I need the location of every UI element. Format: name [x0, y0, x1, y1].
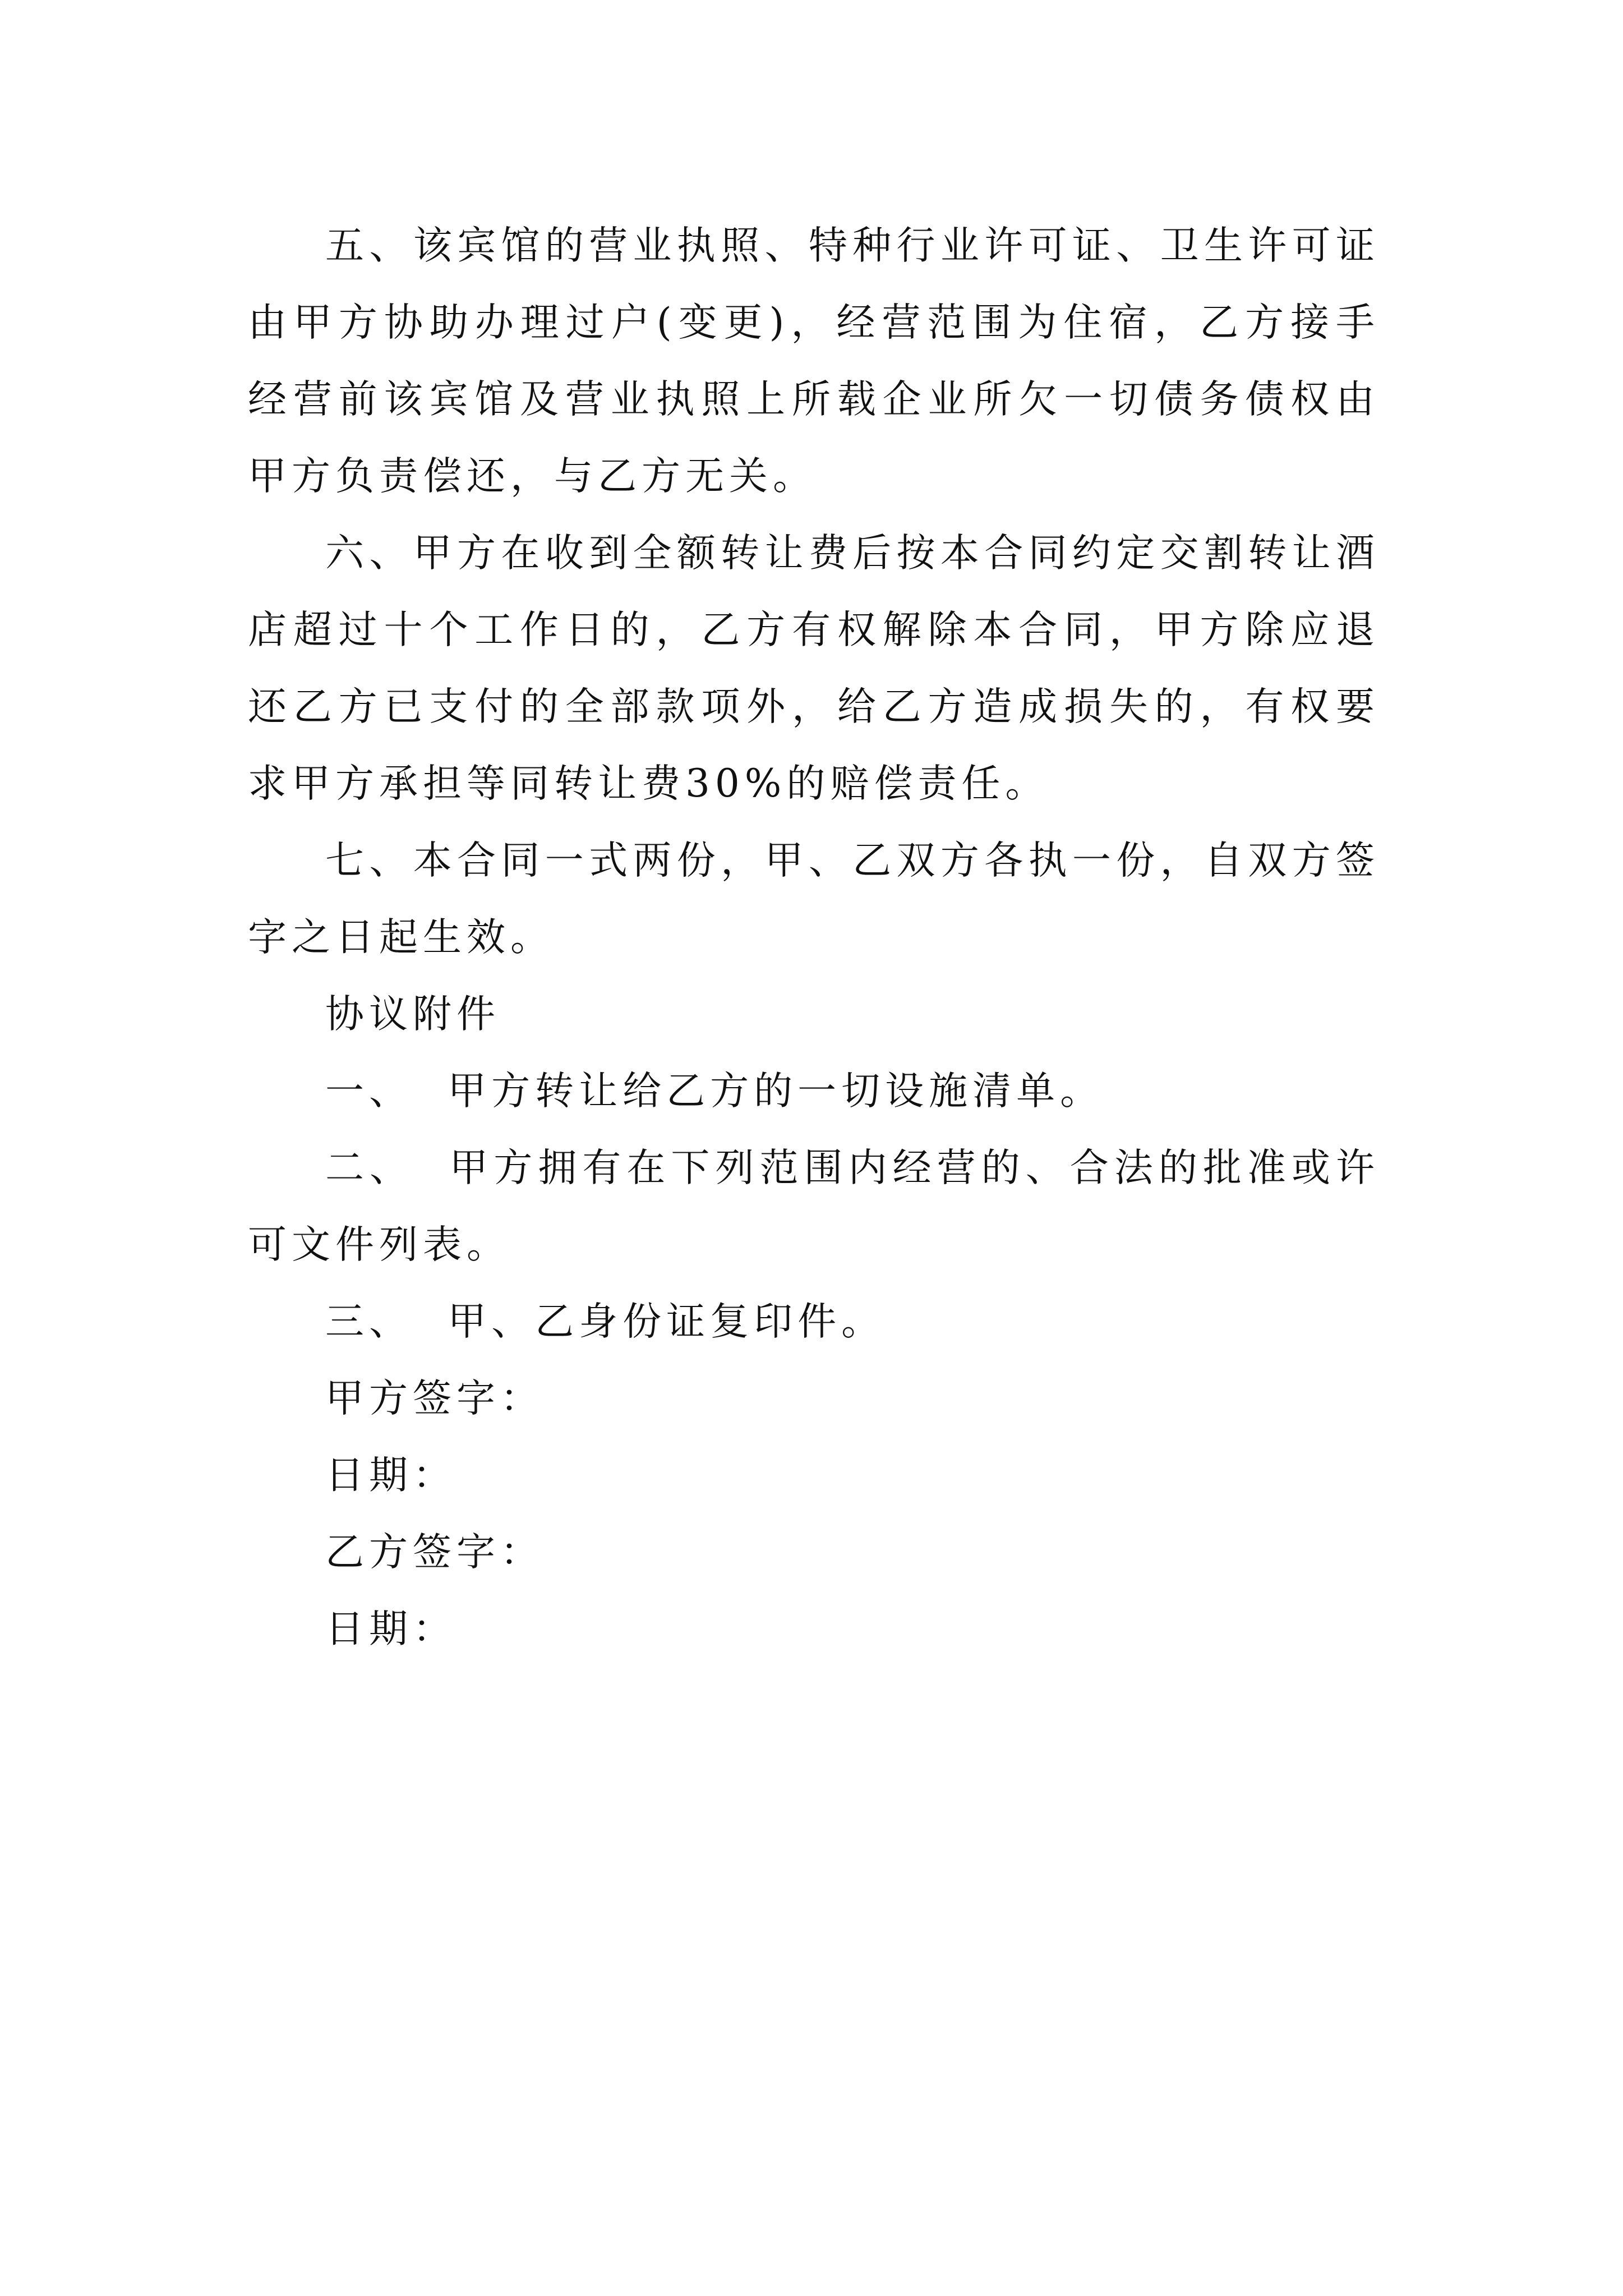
party-b-signature-label: 乙方签字：	[325, 1530, 544, 1575]
attachment-item-3	[248, 1283, 1380, 1360]
attachment-item-2-text: 甲方拥有在下列范围内经营的、合法的批准或许可文件列表。	[248, 1145, 1380, 1267]
party-a-signature-label: 甲方签字：	[325, 1376, 544, 1421]
attachment-item-1-text: 甲方转让给乙方的一切设施清单。	[448, 1069, 1104, 1114]
party-b-date-label: 日期：	[325, 1607, 457, 1651]
clause-five: 五、该宾馆的营业执照、特种行业许可证、卫生许可证由甲方协助办理过户(变更)，经营范围为住宿，乙方接手经营前该宾馆及营业执照上所载企业所欠一切债务债权由甲方负责偿还，与乙方无关。	[248, 223, 1380, 499]
document-body	[248, 208, 1380, 1668]
clause-seven: 七、本合同一式两份，甲、乙双方各执一份，自双方签字之日起生效。	[248, 838, 1380, 960]
attachment-item-2	[248, 1130, 1380, 1283]
party-a-date-label: 日期：	[325, 1453, 457, 1498]
attachment-item-2-number: 二、	[325, 1145, 414, 1190]
attachment-item-3-text: 甲、乙身份证复印件。	[448, 1299, 886, 1344]
clause-six: 六、甲方在收到全额转让费后按本合同约定交割转让酒店超过十个工作日的，乙方有权解除本合同，甲方除应退还乙方已支付的全部款项外，给乙方造成损失的，有权要求甲方承担等同转让费30%的赔偿责任。	[248, 531, 1380, 806]
attachments-heading: 协议附件	[325, 992, 500, 1037]
attachment-item-1	[248, 1053, 1380, 1130]
attachment-item-3-number: 三、	[325, 1299, 413, 1344]
attachment-item-1-number: 一、	[325, 1069, 413, 1114]
